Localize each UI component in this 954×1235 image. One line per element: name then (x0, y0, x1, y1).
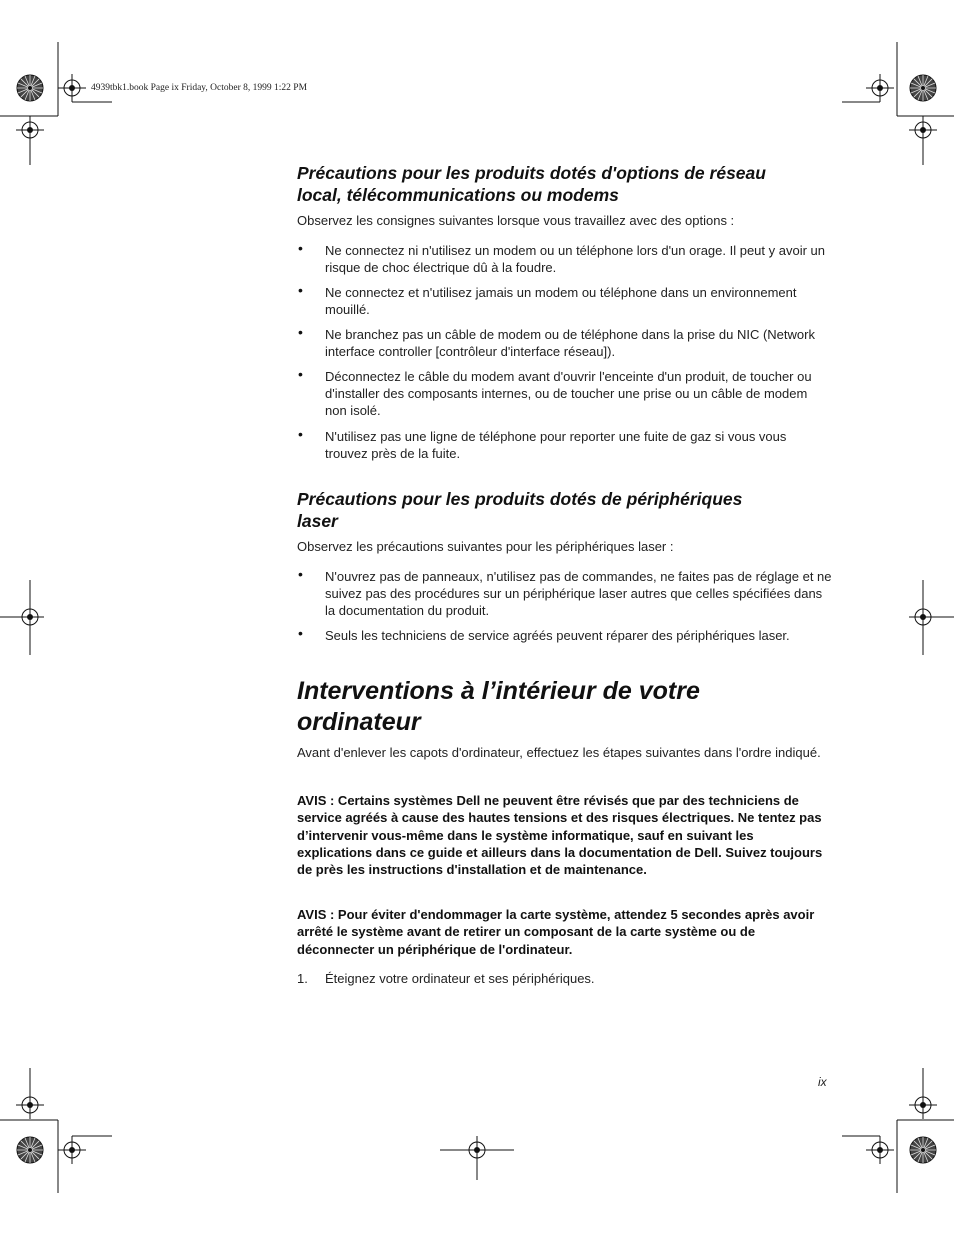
bullet-icon: • (298, 566, 303, 582)
bullet-icon: • (298, 282, 303, 298)
chapter-title-line: ordinateur (297, 708, 421, 736)
chapter-title (297, 676, 832, 738)
step-number: 1. (297, 971, 308, 986)
list-item (297, 368, 832, 419)
list-item-text: Seuls les techniciens de service agréés peuvent réparer des périphériques laser. (325, 628, 790, 643)
bullet-icon: • (298, 366, 303, 382)
bullet-icon: • (298, 240, 303, 256)
section-title-line: local, télécommunications ou modems (297, 185, 619, 205)
notice-paragraph: AVIS : Certains systèmes Dell ne peuvent être révisés que par des techniciens de service agréés à cause des hautes tensions et des risques électriques. Ne tentez pas d’intervenir vous-même dans le système informatique, sauf en suivant les explications dans ce guide et ailleurs dans la documentation de Dell. Suivez toujours de près les instructions d'installation et de maintenance. (297, 793, 823, 878)
list-item (297, 627, 832, 644)
numbered-step (297, 970, 832, 987)
list-item (297, 428, 832, 462)
chapter-title-line: Interventions à l’intérieur de votre (297, 677, 700, 705)
section-intro-laser: Observez les précautions suivantes pour les périphériques laser : (297, 539, 674, 554)
list-item (297, 242, 832, 276)
list-item (297, 284, 832, 318)
step-text: Éteignez votre ordinateur et ses périphériques. (325, 971, 595, 986)
section-title-line: Précautions pour les produits dotés d'options de réseau (297, 163, 766, 183)
notice-paragraph: AVIS : Pour éviter d'endommager la carte système, attendez 5 secondes après avoir arrêté le système avant de retirer un composant de la carte système ou de déconnecter un périphérique de l'ordinateur. (297, 907, 815, 957)
list-item (297, 568, 832, 619)
bullet-icon: • (298, 324, 303, 340)
list-item-text: Ne connectez et n'utilisez jamais un modem ou téléphone dans un environnement mouillé. (325, 285, 797, 317)
bullet-icon: • (298, 426, 303, 442)
section-title-network (297, 162, 832, 206)
chapter-intro: Avant d'enlever les capots d'ordinateur, effectuez les étapes suivantes dans l'ordre indiqué. (297, 745, 821, 760)
list-item-text: N'utilisez pas une ligne de téléphone pour reporter une fuite de gaz si vous vous trouvez près de la fuite. (325, 429, 787, 461)
page-number: ix (818, 1075, 827, 1089)
section-title-line: Précautions pour les produits dotés de périphériques (297, 489, 743, 509)
list-item-text: Ne branchez pas un câble de modem ou de téléphone dans la prise du NIC (Network interface controller [contrôleur d'interface réseau]). (325, 327, 815, 359)
section-title-laser (297, 488, 832, 532)
print-header: 4939tbk1.book Page ix Friday, October 8, 1999 1:22 PM (91, 83, 308, 93)
list-item-text: N'ouvrez pas de panneaux, n'utilisez pas de commandes, ne faites pas de réglage et ne suivez pas des procédures sur un périphérique laser autres que celles spécifiées dans la documentation du produit. (325, 569, 832, 618)
section-title-line: laser (297, 511, 338, 531)
list-item-text: Déconnectez le câble du modem avant d'ouvrir l'enceinte d'un produit, de toucher ou d'installer des composants internes, ou de toucher une prise ou un câble de modem non isolé. (325, 369, 812, 418)
section-intro-network: Observez les consignes suivantes lorsque vous travaillez avec des options : (297, 213, 735, 228)
list-item (297, 326, 832, 360)
list-item-text: Ne connectez ni n'utilisez un modem ou un téléphone lors d'un orage. Il peut y avoir un risque de choc électrique dû à la foudre. (325, 243, 825, 275)
bullet-icon: • (298, 625, 303, 641)
